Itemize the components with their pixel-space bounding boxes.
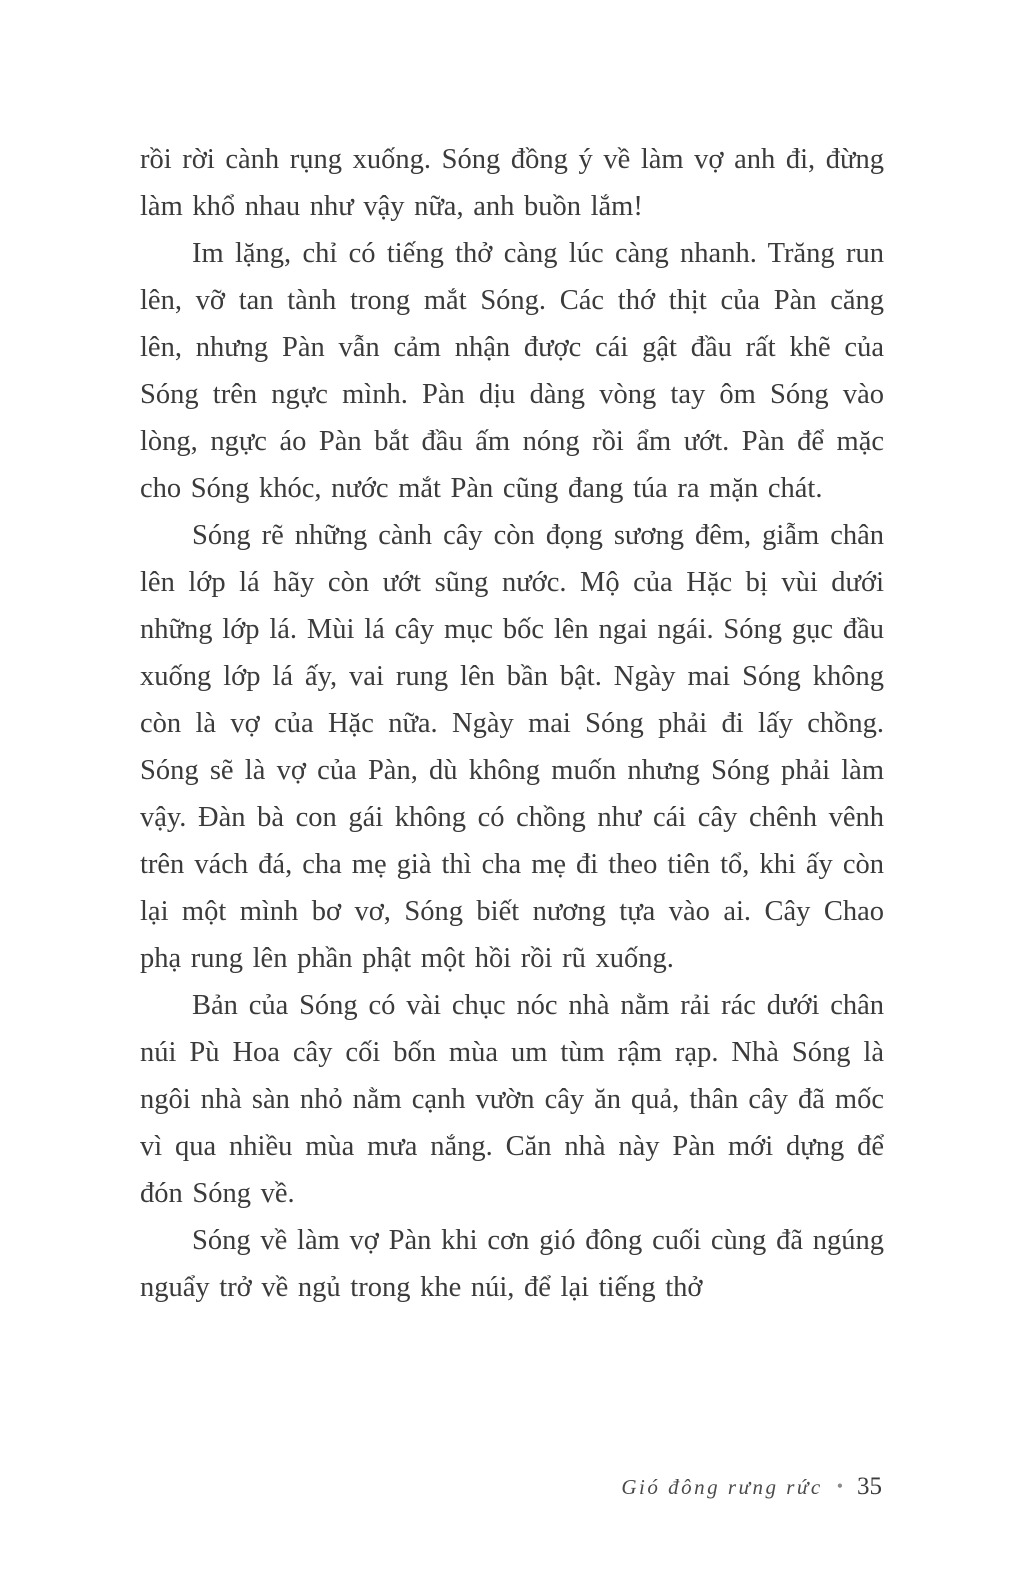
page-number: 35 [857, 1473, 882, 1500]
paragraph-3: Sóng rẽ những cành cây còn đọng sương đêm, giẫm chân lên lớp lá hãy còn ướt sũng nước. Mộ của Hặc bị vùi dưới những lớp lá. Mùi lá cây mục bốc lên ngai ngái. Sóng gục đầu xuống lớp lá ấy, vai rung lên bần bật. Ngày mai Sóng không còn là vợ của Hặc nữa. Ngày mai Sóng phải đi lấy chồng. Sóng sẽ là vợ của Pàn, dù không muốn nhưng Sóng phải làm vậy. Đàn bà con gái không có chồng như cái cây chênh vênh trên vách đá, cha mẹ già thì cha mẹ đi theo tiên tổ, khi ấy còn lại một mình bơ vơ, Sóng biết nương tựa vào ai. Cây Chao phạ rung lên phần phật một hồi rồi rũ xuống. [140, 520, 884, 974]
running-title: Gió đông rưng rức [621, 1475, 823, 1499]
paragraph-4: Bản của Sóng có vài chục nóc nhà nằm rải rác dưới chân núi Pù Hoa cây cối bốn mùa um tùm rậm rạp. Nhà Sóng là ngôi nhà sàn nhỏ nằm cạnh vườn cây ăn quả, thân cây đã mốc vì qua nhiều mùa mưa nắng. Căn nhà này Pàn mới dựng để đón Sóng về. [140, 990, 884, 1209]
paragraph-5: Sóng về làm vợ Pàn khi cơn gió đông cuối cùng đã ngúng nguẩy trở về ngủ trong khe núi, để lại tiếng thở [140, 1225, 884, 1303]
page-footer [621, 1473, 882, 1501]
paragraph-1: rồi rời cành rụng xuống. Sóng đồng ý về làm vợ anh đi, đừng làm khổ nhau như vậy nữa, anh buồn lắm! [140, 144, 884, 222]
page-text [140, 136, 884, 1311]
paragraph-2: Im lặng, chỉ có tiếng thở càng lúc càng nhanh. Trăng run lên, vỡ tan tành trong mắt Sóng. Các thớ thịt của Pàn căng lên, nhưng Pàn vẫn cảm nhận được cái gật đầu rất khẽ của Sóng trên ngực mình. Pàn dịu dàng vòng tay ôm Sóng vào lòng, ngực áo Pàn bắt đầu ấm nóng rồi ẩm ướt. Pàn để mặc cho Sóng khóc, nước mắt Pàn cũng đang túa ra mặn chát. [140, 238, 884, 504]
footer-separator-dot: • [836, 1476, 843, 1496]
